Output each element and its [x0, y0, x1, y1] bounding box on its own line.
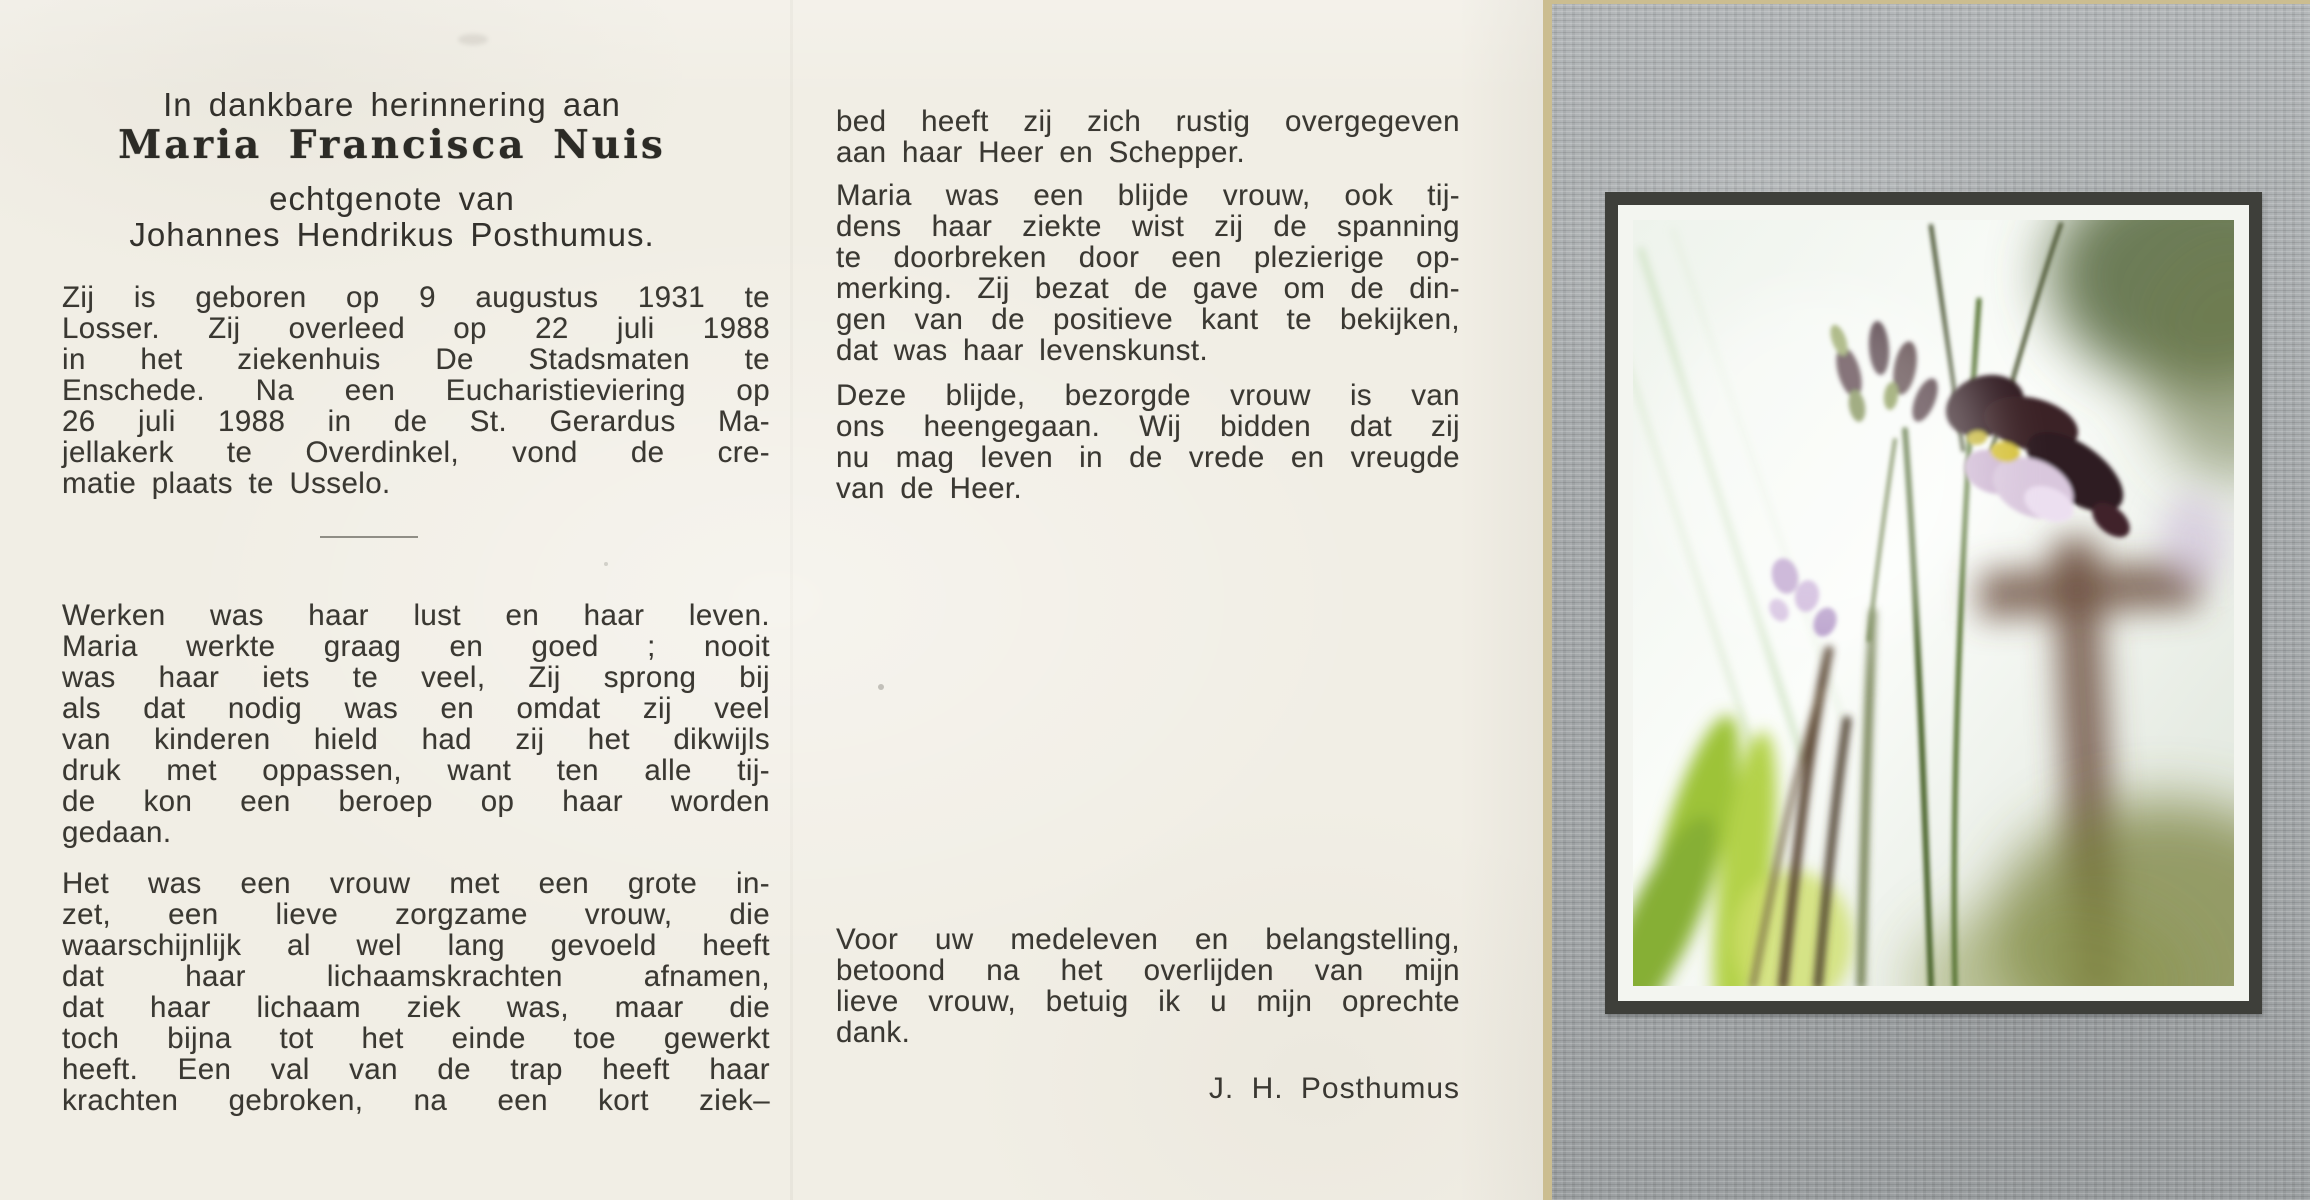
header-intro: In dankbare herinnering aan: [163, 86, 621, 123]
photo-frame: [1605, 192, 2262, 1014]
text-line: waarschijnlijk al wel lang gevoeld heeft: [62, 929, 770, 962]
paragraph-life: [62, 282, 770, 499]
text-line: aan haar Heer en Schepper.: [836, 136, 1246, 169]
blurred-pink-bloom: [2159, 492, 2227, 588]
paragraph-work: [62, 600, 770, 848]
text-line: van de Heer.: [836, 472, 1023, 505]
text-line: Enschede. Na een Eucharistieviering op: [62, 374, 770, 407]
paper-fold-line: [790, 0, 793, 1200]
text-line: heeft. Een val van de trap heeft haar: [62, 1053, 770, 1086]
text-line: 26 juli 1988 in de St. Gerardus Ma-: [62, 405, 770, 438]
text-line: Voor uw medeleven en belangstelling,: [836, 923, 1460, 956]
text-line: jellakerk te Overdinkel, vond de cre-: [62, 436, 770, 469]
paragraph-farewell: [836, 380, 1460, 504]
photo-mat: [1618, 205, 2249, 1001]
spouse-name: Johannes Hendrikus Posthumus.: [129, 216, 655, 253]
section-divider: [320, 536, 418, 538]
text-line: in het ziekenhuis De Stadsmaten te: [62, 343, 770, 376]
text-line: als dat nodig was en omdat zij veel: [62, 692, 770, 725]
text-line: dat haar lichaam ziek was, maar die: [62, 991, 770, 1024]
light-highlight: [1653, 290, 1993, 650]
text-line: Het was een vrouw met een grote in-: [62, 867, 770, 900]
text-line: was haar iets te veel, Zij sprong bij: [62, 661, 770, 694]
text-line: dat was haar levenskunst.: [836, 334, 1209, 367]
text-line: Deze blijde, bezorgde vrouw is van: [836, 379, 1460, 412]
text-line: bed heeft zij zich rustig overgegeven: [836, 105, 1460, 138]
text-line: lieve vrouw, betuig ik u mijn oprechte: [836, 985, 1460, 1018]
text-line: nu mag leven in de vrede en vreugde: [836, 441, 1460, 474]
deceased-name: Maria Francisca Nuis: [118, 122, 666, 168]
text-line: Werken was haar lust en haar leven.: [62, 599, 770, 632]
text-line: de kon een beroep op haar worden: [62, 785, 770, 818]
text-line: krachten gebroken, na een kort ziek–: [62, 1084, 770, 1117]
paragraph-joy: [836, 180, 1460, 366]
text-line: dank.: [836, 1016, 911, 1049]
text-line: gen van de positieve kant te bekijken,: [836, 303, 1460, 336]
text-line: van kinderen hield had zij het dikwijls: [62, 723, 770, 756]
text-line: gedaan.: [62, 816, 172, 849]
text-line: merking. Zij bezat de gave om de din-: [836, 272, 1460, 305]
text-line: dat haar lichaamskrachten afnamen,: [62, 960, 770, 993]
text-line: te doorbreken door een plezierige op-: [836, 241, 1460, 274]
text-line: dens haar ziekte wist zij de spanning: [836, 210, 1460, 243]
text-line: matie plaats te Usselo.: [62, 467, 391, 500]
paper-speck: [604, 562, 608, 566]
paper-speck: [878, 684, 884, 690]
text-line: Losser. Zij overleed op 22 juli 1988: [62, 312, 770, 345]
flower-photo-art: [1633, 220, 2234, 986]
text-line: Maria was een blijde vrouw, ook tij-: [836, 179, 1460, 212]
text-line: druk met oppassen, want ten alle tij-: [62, 754, 770, 787]
signature: J. H. Posthumus: [1208, 1072, 1460, 1105]
text-line: Maria werkte graag en goed ; nooit: [62, 630, 770, 663]
text-line: betoond na het overlijden van mijn: [836, 954, 1460, 987]
paragraph-strength: [62, 868, 770, 1116]
paragraph-thanks: [836, 924, 1460, 1048]
flower-photo: [1633, 220, 2234, 986]
text-line: zet, een lieve zorgzame vrouw, die: [62, 898, 770, 931]
paragraph-surrender: [836, 106, 1460, 168]
header-relation: echtgenote van: [269, 180, 515, 217]
text-line: Zij is geboren op 9 augustus 1931 te: [62, 281, 770, 314]
text-line: toch bijna tot het einde toe gewerkt: [62, 1022, 770, 1055]
paper-smudge: [458, 34, 488, 45]
text-line: ons heengegaan. Wij bidden dat zij: [836, 410, 1460, 443]
